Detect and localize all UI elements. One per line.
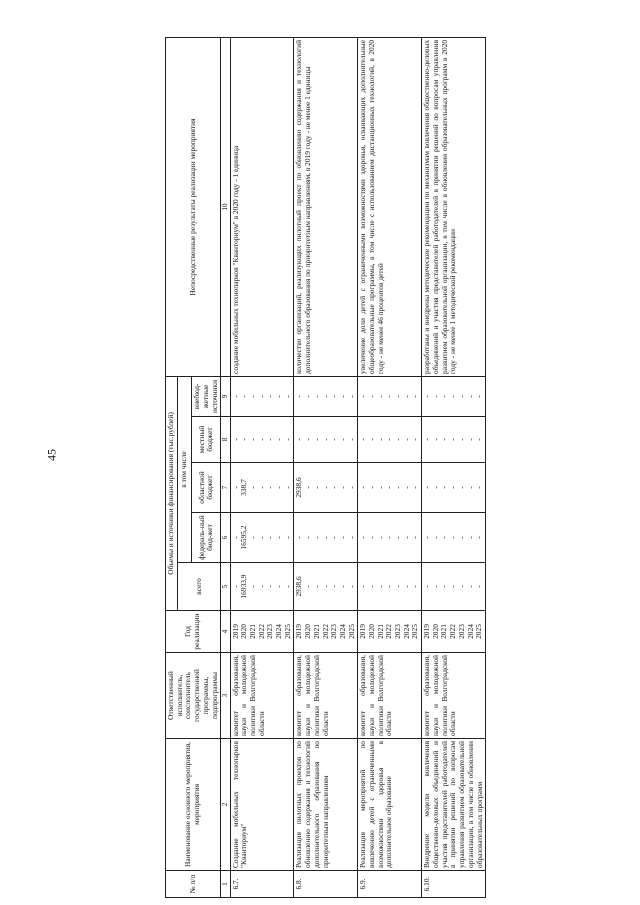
row-number: 6.9.: [358, 871, 422, 898]
result-text: увеличение доли детей с ограниченными возможностями здоровья, осваивающих дополнительные общеобразовательные программы, в том числе с использованием дистанционных технологий, в 2020 году - не менее 46 процентов детей: [358, 37, 422, 376]
measure-name: Реализация мероприятий по вовлечению детей с ограниченными возможностями здоровья в дополнительное образование: [358, 739, 422, 871]
federal-value: -: [375, 536, 385, 539]
total-value: -: [274, 585, 284, 588]
extra-value: -: [430, 395, 440, 398]
regional-value: -: [410, 486, 420, 489]
extra-value: -: [329, 395, 339, 398]
local-cell: [230, 417, 294, 463]
regional-value: -: [311, 486, 321, 489]
years-value: 2023: [329, 624, 339, 639]
regional-value: -: [358, 486, 368, 489]
result-text: разработаны и внедрены методические рекомендации по механизмам вовлечения общественно-деловых объединений и участия представителей работодателей в принятии решений по вопросам управления развитием образовательной организации, в том числе в обновлении образовательных программ в 2020 году - не менее 1 методической рекомендации: [422, 37, 486, 376]
responsible-executor: комитет образования, науки и молодежной политики Волгоградской области: [422, 653, 486, 739]
col-number: 8: [221, 417, 230, 463]
total-value: -: [393, 585, 403, 588]
years-value: 2022: [320, 624, 330, 639]
total-value: -: [256, 585, 266, 588]
header-incl: в том числе: [177, 376, 191, 562]
responsible-executor: комитет образования, науки и молодежной политики Волгоградской области: [294, 653, 358, 739]
years-cell: [422, 611, 486, 653]
federal-value: -: [366, 536, 376, 539]
local-value: -: [248, 438, 258, 441]
federal-value: 16595,2: [239, 525, 249, 550]
federal-value: -: [474, 536, 484, 539]
federal-value: -: [384, 536, 394, 539]
extra-value: -: [230, 395, 240, 398]
total-value: -: [346, 585, 356, 588]
years-value: 2024: [337, 624, 347, 639]
years-value: 2024: [274, 624, 284, 639]
local-value: -: [430, 438, 440, 441]
table-body: [230, 37, 486, 897]
federal-value: -: [465, 536, 475, 539]
regional-value: -: [282, 486, 292, 489]
local-value: -: [320, 438, 330, 441]
column-number-row: [221, 37, 230, 897]
local-value: -: [393, 438, 403, 441]
total-cell: [294, 563, 358, 611]
federal-value: -: [422, 536, 432, 539]
col-number: 7: [221, 463, 230, 513]
local-value: -: [384, 438, 394, 441]
col-number: 2: [221, 739, 230, 871]
regional-value: -: [448, 486, 458, 489]
extra-value: -: [358, 395, 368, 398]
regional-value: -: [265, 486, 275, 489]
local-cell: [294, 417, 358, 463]
extra-cell: [294, 376, 358, 416]
result-text: создание мобильных технопарков "Кванториум" в 2020 году - 1 единица: [230, 37, 294, 376]
local-value: -: [337, 438, 347, 441]
result-text: количество организаций, реализующих пилотный проект по обновлению содержания и технологий дополнительного образования по приоритетным направлениям, в 2019 году - не менее 1 единицы: [294, 37, 358, 376]
regional-value: -: [248, 486, 258, 489]
years-value: 2023: [265, 624, 275, 639]
extra-value: -: [393, 395, 403, 398]
federal-value: -: [265, 536, 275, 539]
years-value: 2019: [230, 624, 240, 639]
local-value: -: [230, 438, 240, 441]
years-value: 2022: [384, 624, 394, 639]
table-row: [230, 37, 294, 897]
years-value: 2021: [311, 624, 321, 639]
table-row: [422, 37, 486, 897]
extra-value: -: [320, 395, 330, 398]
years-value: 2022: [256, 624, 266, 639]
extra-value: -: [375, 395, 385, 398]
header-total: всего: [177, 563, 221, 611]
years-value: 2021: [248, 624, 258, 639]
regional-cell: [230, 463, 294, 513]
extra-value: -: [274, 395, 284, 398]
years-value: 2020: [303, 624, 313, 639]
local-value: -: [366, 438, 376, 441]
measure-name: Реализация пилотных проектов по обновлению содержания и технологий дополнительного образования по приоритетным направлениям: [294, 739, 358, 871]
regional-value: -: [401, 486, 411, 489]
rotated-page: [165, 38, 620, 898]
local-value: -: [456, 438, 466, 441]
years-value: 2025: [346, 624, 356, 639]
extra-value: -: [384, 395, 394, 398]
local-value: -: [375, 438, 385, 441]
regional-value: -: [439, 486, 449, 489]
local-value: -: [256, 438, 266, 441]
regional-cell: [294, 463, 358, 513]
local-value: -: [265, 438, 275, 441]
header-regional: областной бюджет: [192, 463, 221, 513]
regional-cell: [422, 463, 486, 513]
regional-value: -: [230, 486, 240, 489]
total-value: -: [303, 585, 313, 588]
extra-value: -: [465, 395, 475, 398]
col-number: 9: [221, 376, 230, 416]
local-value: -: [410, 438, 420, 441]
regional-value: -: [474, 486, 484, 489]
row-number: 6.8.: [294, 871, 358, 898]
responsible-executor: комитет образования, науки и молодежной политики Волгоградской области: [230, 653, 294, 739]
regional-value: -: [329, 486, 339, 489]
federal-value: -: [439, 536, 449, 539]
extra-value: -: [422, 395, 432, 398]
regional-value: 2938,6: [294, 477, 304, 498]
total-value: -: [375, 585, 385, 588]
total-value: -: [410, 585, 420, 588]
local-value: -: [346, 438, 356, 441]
federal-value: -: [248, 536, 258, 539]
total-value: -: [465, 585, 475, 588]
regional-value: -: [303, 486, 313, 489]
federal-value: -: [329, 536, 339, 539]
local-value: -: [474, 438, 484, 441]
total-value: -: [329, 585, 339, 588]
regional-value: -: [384, 486, 394, 489]
years-value: 2019: [358, 624, 368, 639]
federal-value: -: [303, 536, 313, 539]
responsible-executor: комитет образования, науки и молодежной политики Волгоградской области: [358, 653, 422, 739]
total-value: -: [474, 585, 484, 588]
local-value: -: [448, 438, 458, 441]
total-value: -: [337, 585, 347, 588]
header-year: Год реализации: [166, 611, 221, 653]
years-cell: [230, 611, 294, 653]
total-value: -: [320, 585, 330, 588]
table-row: [294, 37, 358, 897]
header-name: Наименование основного мероприятия, мероприятия: [166, 739, 221, 871]
table-row: [358, 37, 422, 897]
header-no: № п/п: [166, 871, 221, 898]
years-value: 2019: [294, 624, 304, 639]
federal-value: -: [282, 536, 292, 539]
federal-cell: [358, 513, 422, 563]
total-value: 2938,6: [294, 576, 304, 597]
header-responsible: Ответственный исполнитель, соисполнитель государственной программы, подпрограммы: [166, 653, 221, 739]
federal-value: -: [358, 536, 368, 539]
federal-value: -: [401, 536, 411, 539]
total-value: -: [384, 585, 394, 588]
program-table: [165, 37, 486, 898]
extra-value: -: [439, 395, 449, 398]
years-value: 2025: [410, 624, 420, 639]
extra-cell: [230, 376, 294, 416]
extra-value: -: [239, 395, 249, 398]
local-value: -: [311, 438, 321, 441]
total-value: -: [430, 585, 440, 588]
total-value: -: [422, 585, 432, 588]
extra-value: -: [256, 395, 266, 398]
local-value: -: [358, 438, 368, 441]
years-value: 2021: [439, 624, 449, 639]
total-value: -: [248, 585, 258, 588]
regional-value: -: [375, 486, 385, 489]
local-value: -: [239, 438, 249, 441]
years-value: 2025: [474, 624, 484, 639]
local-cell: [422, 417, 486, 463]
regional-value: -: [465, 486, 475, 489]
total-cell: [358, 563, 422, 611]
regional-value: 338,7: [239, 479, 249, 496]
extra-cell: [358, 376, 422, 416]
total-value: -: [401, 585, 411, 588]
regional-value: -: [256, 486, 266, 489]
regional-value: -: [366, 486, 376, 489]
total-value: -: [358, 585, 368, 588]
total-value: -: [282, 585, 292, 588]
local-value: -: [401, 438, 411, 441]
federal-value: -: [448, 536, 458, 539]
extra-value: -: [303, 395, 313, 398]
local-value: -: [274, 438, 284, 441]
extra-value: -: [294, 395, 304, 398]
years-value: 2025: [282, 624, 292, 639]
total-value: -: [230, 585, 240, 588]
federal-cell: [230, 513, 294, 563]
regional-value: -: [274, 486, 284, 489]
years-value: 2021: [375, 624, 385, 639]
regional-value: -: [456, 486, 466, 489]
federal-value: -: [274, 536, 284, 539]
federal-value: -: [456, 536, 466, 539]
header-federal: федераль-ный бюд-жет: [192, 513, 221, 563]
years-value: 2020: [366, 624, 376, 639]
total-value: -: [448, 585, 458, 588]
regional-value: -: [393, 486, 403, 489]
years-value: 2023: [393, 624, 403, 639]
col-number: 3: [221, 653, 230, 739]
federal-value: -: [294, 536, 304, 539]
extra-value: -: [265, 395, 275, 398]
extra-value: -: [248, 395, 258, 398]
years-cell: [294, 611, 358, 653]
col-number: 4: [221, 611, 230, 653]
regional-value: -: [346, 486, 356, 489]
years-value: 2019: [422, 624, 432, 639]
total-value: -: [366, 585, 376, 588]
years-value: 2024: [401, 624, 411, 639]
col-number: 1: [221, 871, 230, 898]
years-cell: [358, 611, 422, 653]
col-number: 6: [221, 513, 230, 563]
header-local: местный бюджет: [192, 417, 221, 463]
row-number: 6.10.: [422, 871, 486, 898]
header-funding: Объемы и источники финансирования (тыс.рублей): [166, 376, 178, 610]
federal-value: -: [337, 536, 347, 539]
local-value: -: [282, 438, 292, 441]
years-value: 2020: [239, 624, 249, 639]
col-number: 10: [221, 37, 230, 376]
federal-cell: [294, 513, 358, 563]
extra-value: -: [456, 395, 466, 398]
extra-value: -: [448, 395, 458, 398]
col-number: 5: [221, 563, 230, 611]
local-value: -: [303, 438, 313, 441]
regional-value: -: [337, 486, 347, 489]
federal-value: -: [430, 536, 440, 539]
row-number: 6.7.: [230, 871, 294, 898]
header-row-1: [166, 37, 178, 897]
extra-value: -: [410, 395, 420, 398]
local-value: -: [439, 438, 449, 441]
years-value: 2023: [456, 624, 466, 639]
local-value: -: [422, 438, 432, 441]
federal-value: -: [393, 536, 403, 539]
federal-value: -: [311, 536, 321, 539]
regional-cell: [358, 463, 422, 513]
header-results: Непосредственные результаты реализации мероприятия: [166, 37, 221, 376]
measure-name: Внедрение модели вовлечения общественно-деловых объединений и участия представителей работодателей в принятии решений по вопросам управления развитием образовательной организации, в том числе в обновлении образовательных программ: [422, 739, 486, 871]
total-value: -: [265, 585, 275, 588]
years-value: 2022: [448, 624, 458, 639]
extra-value: -: [346, 395, 356, 398]
federal-value: -: [320, 536, 330, 539]
extra-value: -: [366, 395, 376, 398]
federal-cell: [422, 513, 486, 563]
years-value: 2020: [430, 624, 440, 639]
extra-value: -: [337, 395, 347, 398]
regional-value: -: [422, 486, 432, 489]
local-value: -: [329, 438, 339, 441]
total-value: -: [456, 585, 466, 588]
federal-value: -: [256, 536, 266, 539]
extra-value: -: [311, 395, 321, 398]
federal-value: -: [230, 536, 240, 539]
extra-value: -: [474, 395, 484, 398]
page-number: 45: [44, 449, 59, 461]
extra-cell: [422, 376, 486, 416]
total-value: -: [311, 585, 321, 588]
extra-value: -: [401, 395, 411, 398]
federal-value: -: [346, 536, 356, 539]
total-value: 16933,9: [239, 574, 249, 599]
extra-value: -: [282, 395, 292, 398]
regional-value: -: [320, 486, 330, 489]
total-cell: [230, 563, 294, 611]
local-value: -: [465, 438, 475, 441]
regional-value: -: [430, 486, 440, 489]
local-value: -: [294, 438, 304, 441]
header-extra: внебюд-жетные источники: [192, 376, 221, 416]
measure-name: Создание мобильных технопарков "Кванториум": [230, 739, 294, 871]
local-cell: [358, 417, 422, 463]
federal-value: -: [410, 536, 420, 539]
years-value: 2024: [465, 624, 475, 639]
total-cell: [422, 563, 486, 611]
total-value: -: [439, 585, 449, 588]
